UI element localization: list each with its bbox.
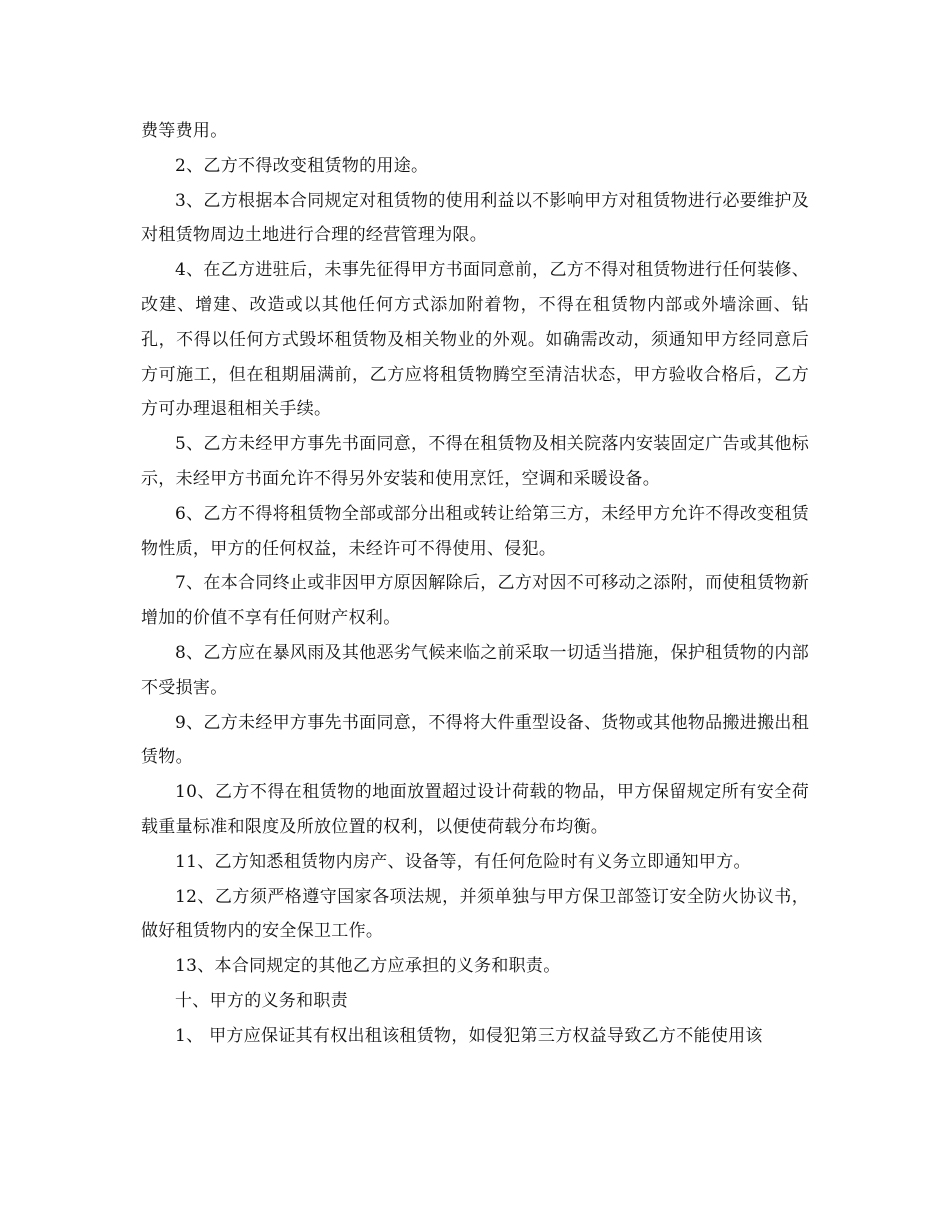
paragraph-lessor-clause-1: 1、 甲方应保证其有权出租该租赁物，如侵犯第三方权益导致乙方不能使用该 — [175, 1025, 763, 1046]
paragraph-clause-6: 6、乙方不得将租赁物全部或部分出租或转让给第三方，未经甲方允许不得改变租赁物性质，甲方的任何权益，未经许可不得使用、侵犯。 — [141, 503, 809, 559]
paragraph-clause-7: 7、在本合同终止或非因甲方原因解除后，乙方对因不可移动之添附，而使租赁物新增加的价值不享有任何财产权利。 — [141, 573, 809, 629]
paragraph-clause-2: 2、乙方不得改变租赁物的用途。 — [175, 155, 429, 176]
paragraph-clause-10: 10、乙方不得在租赁物的地面放置超过设计荷载的物品，甲方保留规定所有安全荷载重量标准和限度及所放位置的权利，以便使荷载分布均衡。 — [141, 782, 809, 837]
paragraph-clause-12: 12、乙方须严格遵守国家各项法规，并须单独与甲方保卫部签订安全防火协议书，做好租赁物内的安全保卫工作。 — [141, 886, 809, 942]
paragraph-clause-8: 8、乙方应在暴风雨及其他恶劣气候来临之前采取一切适当措施，保护租赁物的内部不受损害。 — [141, 642, 809, 698]
section-heading-lessor-obligations: 十、甲方的义务和职责 — [175, 990, 348, 1011]
paragraph-clause-9: 9、乙方未经甲方事先书面同意，不得将大件重型设备、货物或其他物品搬进搬出租赁物。 — [141, 712, 809, 768]
paragraph-clause-3: 3、乙方根据本合同规定对租赁物的使用利益以不影响甲方对租赁物进行必要维护及对租赁物周边土地进行合理的经营管理为限。 — [141, 190, 809, 246]
paragraph-clause-13: 13、本合同规定的其他乙方应承担的义务和职责。 — [175, 956, 561, 977]
paragraph-clause-5: 5、乙方未经甲方事先书面同意，不得在租赁物及相关院落内安装固定广告或其他标示，未经甲方书面允许不得另外安装和使用烹饪，空调和采暖设备。 — [141, 434, 809, 489]
document-body — [141, 114, 809, 1054]
paragraph-clause-11: 11、乙方知悉租赁物内房产、设备等，有任何危险时有义务立即通知甲方。 — [175, 851, 751, 872]
paragraph-continuation: 费等费用。 — [141, 121, 228, 141]
paragraph-clause-4: 4、在乙方进驻后，未事先征得甲方书面同意前，乙方不得对租赁物进行任何装修、改建、增建、改造或以其他任何方式添加附着物，不得在租赁物内部或外墙涂画、钻孔，不得以任何方式毁坏租赁物及相关物业的外观。如确需改动，须通知甲方经同意后方可施工，但在租期届满前，乙方应将租赁物腾空至清洁状态，甲方验收合格后，乙方方可办理退租相关手续。 — [141, 260, 809, 420]
